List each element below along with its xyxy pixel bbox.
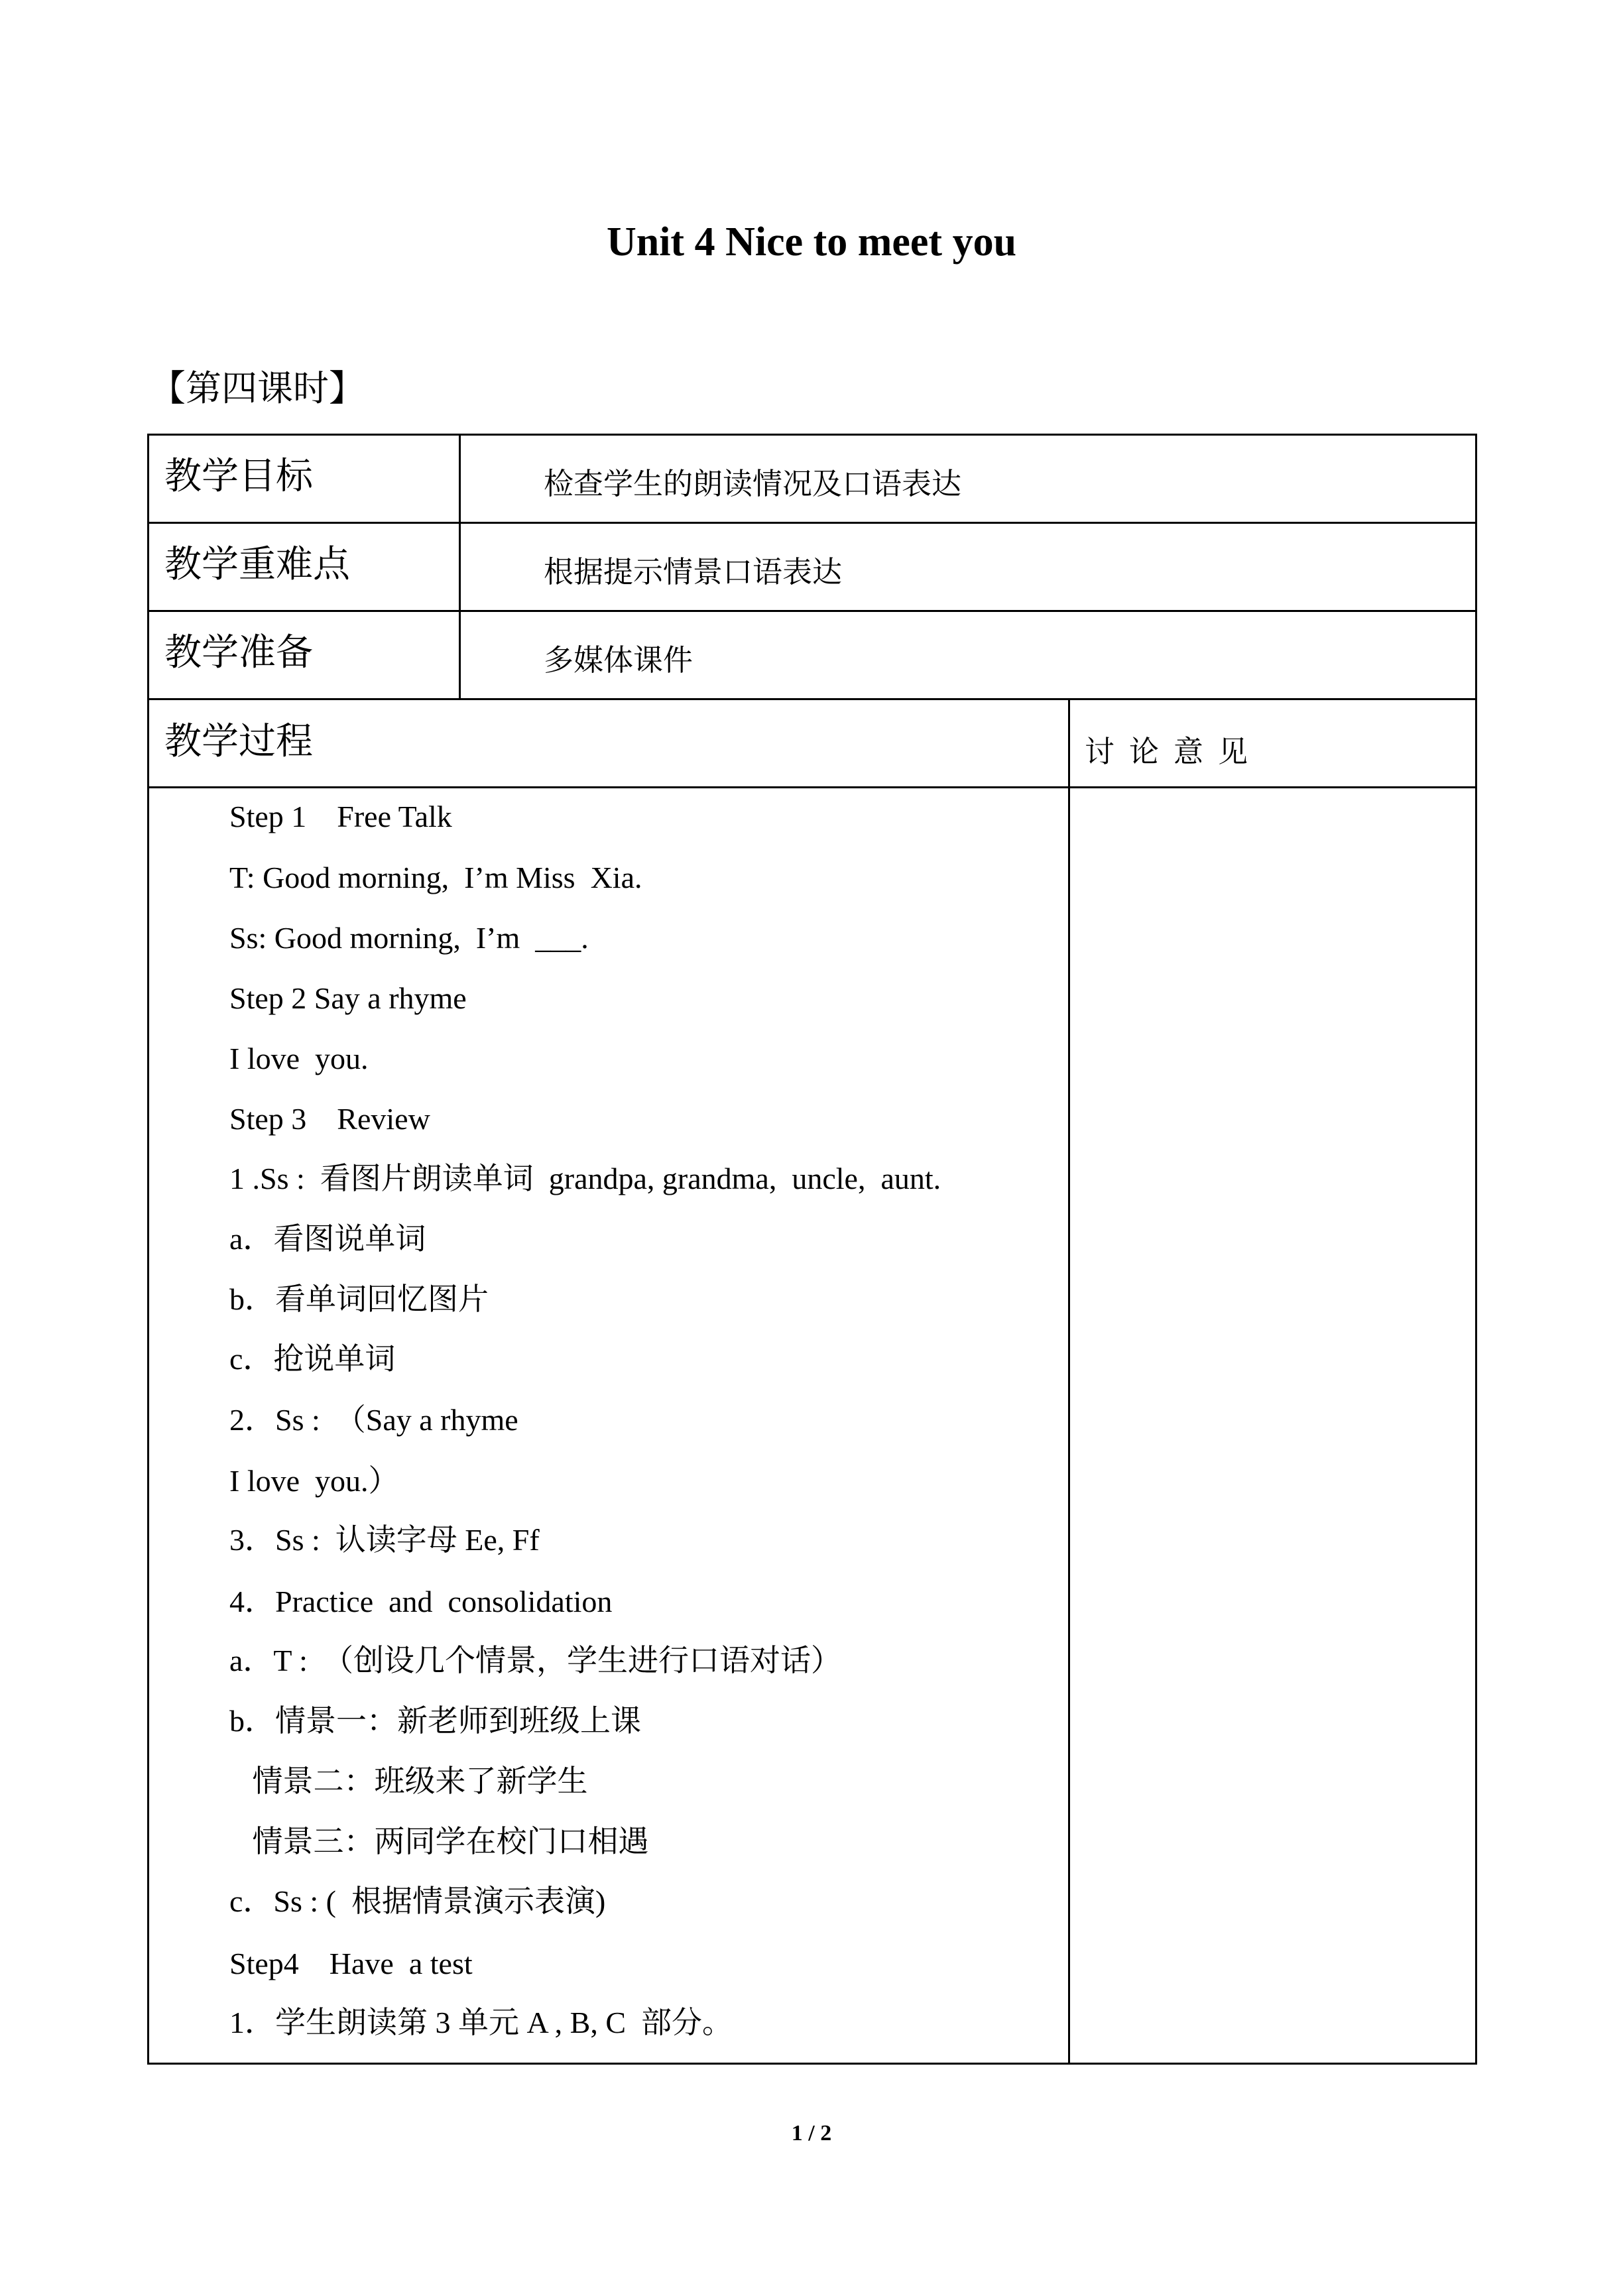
step-line: a．T : （创设几个情景，学生进行口语对话） (229, 1644, 841, 1677)
step-line: 1 .Ss : 看图片朗读单词 grandpa, grandma, uncle, aunt. (229, 1162, 941, 1195)
table-border-top (147, 434, 1477, 436)
lesson-label: 【第四课时】 (150, 367, 365, 409)
table-row-divider (147, 610, 1477, 612)
step-line: Ss: Good morning, I’m ___. (229, 921, 589, 955)
step-line: 情景三：两同学在校门口相遇 (229, 1825, 649, 1858)
step-line: c．Ss : ( 根据情景演示表演) (229, 1884, 606, 1918)
step-line: 1．学生朗读第 3 单元 A , B, C 部分。 (229, 2006, 733, 2039)
step-line: 4．Practice and consolidation (229, 1585, 613, 1618)
step-line: Step 3 Review (229, 1102, 430, 1136)
step-line: a．看图说单词 (229, 1222, 426, 1256)
lesson-plan-table (147, 434, 1477, 2065)
step-line: Step 2 Say a rhyme (229, 981, 467, 1015)
step-line: b．看单词回忆图片 (229, 1282, 489, 1316)
table-row-divider (147, 786, 1477, 788)
row-value-preparation: 多媒体课件 (544, 642, 693, 678)
step-line: 2．Ss : （Say a rhyme (229, 1403, 518, 1437)
table-row-divider (147, 698, 1477, 700)
row-label-key-points: 教学重难点 (164, 543, 350, 586)
row-label-objectives: 教学目标 (164, 455, 313, 498)
table-border-left (147, 434, 149, 2065)
row-label-preparation: 教学准备 (164, 631, 313, 674)
step-line: T: Good morning, I’m Miss Xia. (229, 861, 642, 894)
row-value-key-points: 根据提示情景口语表达 (544, 554, 843, 589)
discussion-header: 讨论意见 (1085, 734, 1263, 769)
table-border-right (1475, 434, 1477, 2065)
step-line: 情景二：班级来了新学生 (229, 1764, 588, 1798)
row-value-objectives: 检查学生的朗读情况及口语表达 (544, 466, 962, 501)
document-title: Unit 4 Nice to meet you (606, 219, 1017, 265)
table-column-divider (459, 434, 461, 699)
step-line: 3．Ss : 认读字母 Ee, Ff (229, 1523, 540, 1557)
step-line: I love you.） (229, 1464, 399, 1498)
table-border-bottom (147, 2063, 1477, 2065)
step-line: Step 1 Free Talk (229, 800, 452, 833)
step-line: c．抢说单词 (229, 1342, 396, 1376)
step-line: Step4 Have a test (229, 1947, 473, 1980)
process-header: 教学过程 (164, 720, 313, 763)
page-number: 1 / 2 (791, 2121, 832, 2145)
table-row-divider (147, 522, 1477, 524)
step-line: b．情景一：新老师到班级上课 (229, 1704, 641, 1738)
step-line: I love you. (229, 1042, 369, 1075)
table-discussion-divider (1068, 698, 1070, 2065)
